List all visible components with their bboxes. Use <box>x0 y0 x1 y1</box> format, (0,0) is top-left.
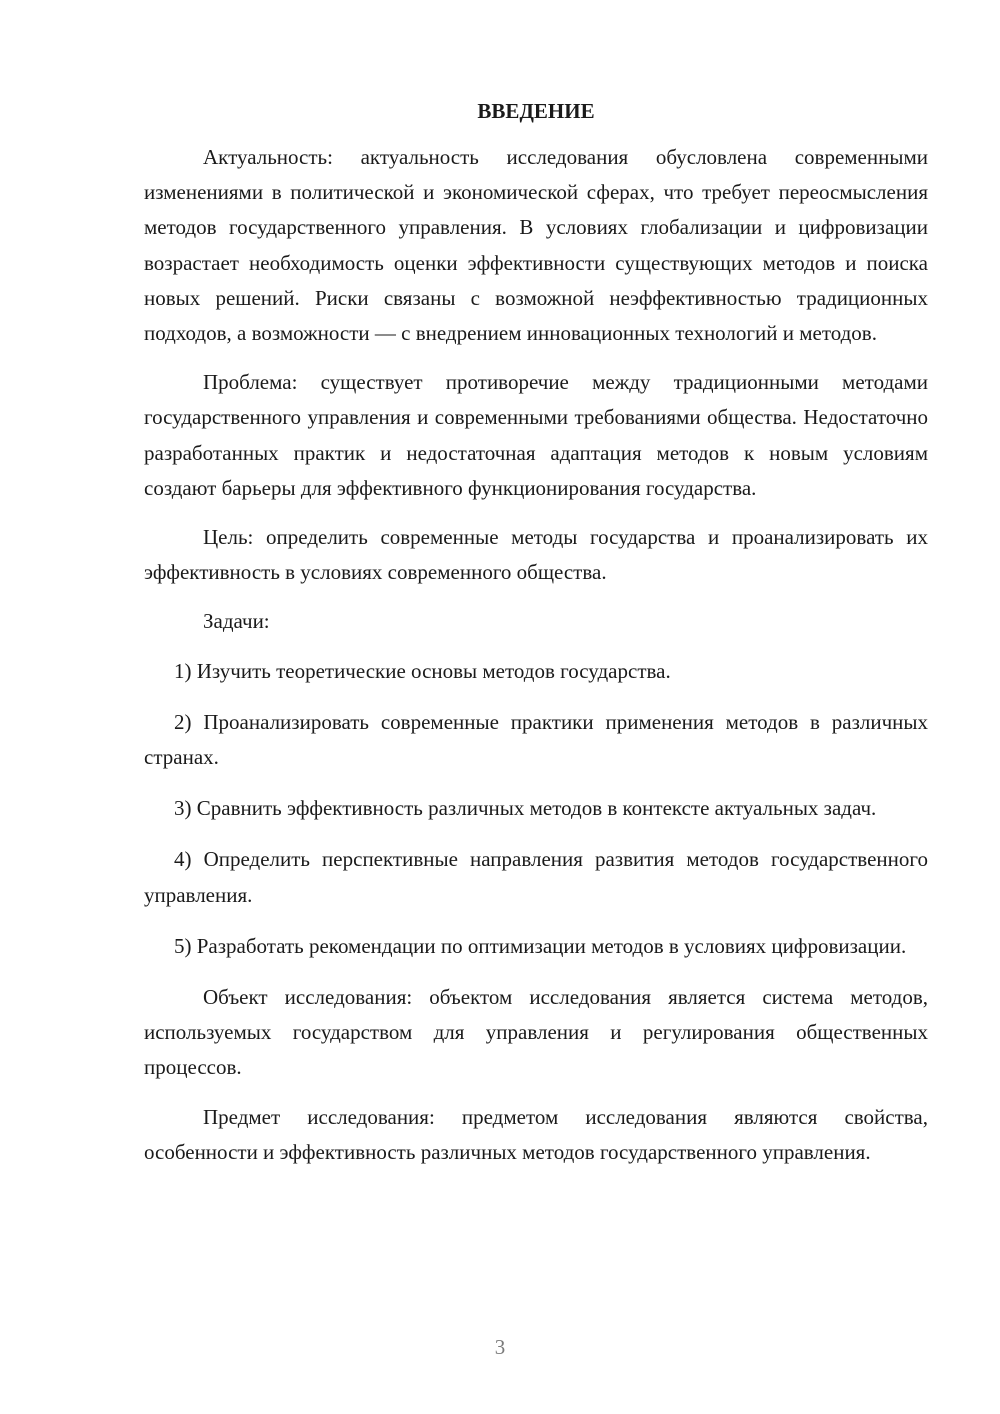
page-content <box>144 96 928 1184</box>
problem-paragraph: Проблема: существует противоречие между традиционными методами государственного управления и современными требованиями общества. Недостаточно разработанных практик и недостаточная адаптация методов к новым условиям создают барьеры для эффективного функционирования государства. <box>144 370 928 500</box>
task-item: 1) Изучить теоретические основы методов государства. <box>174 658 671 683</box>
goal-paragraph: Цель: определить современные методы государства и проанализировать их эффективность в условиях современного общества. <box>144 525 928 585</box>
subject-paragraph: Предмет исследования: предметом исследования являются свойства, особенности и эффективность различных методов государственного управления. <box>144 1104 928 1164</box>
object-paragraph: Объект исследования: объектом исследования является система методов, используемых государством для управления и регулирования общественных процессов. <box>144 985 928 1080</box>
relevance-paragraph: Актуальность: актуальность исследования обусловлена современными изменениями в политической и экономической сферах, что требует переосмысления методов государственного управления. В условиях глобализации и цифровизации возрастает необходимость оценки эффективности существующих методов и поиска новых решений. Риски связаны с возможной неэффективностью традиционных подходов, а возможности — с внедрением инновационных технологий и методов. <box>144 145 928 346</box>
page-number: 3 <box>494 1335 506 1359</box>
tasks-label: Задачи: <box>203 609 270 634</box>
task-item: 5) Разработать рекомендации по оптимизации методов в условиях цифровизации. <box>174 933 907 958</box>
section-title: ВВЕДЕНИЕ <box>477 99 595 123</box>
task-item: 2) Проанализировать современные практики применения методов в различных странах. <box>144 709 928 770</box>
task-item: 4) Определить перспективные направления развития методов государственного управления. <box>144 847 928 907</box>
task-item: 3) Сравнить эффективность различных методов в контексте актуальных задач. <box>174 796 877 821</box>
